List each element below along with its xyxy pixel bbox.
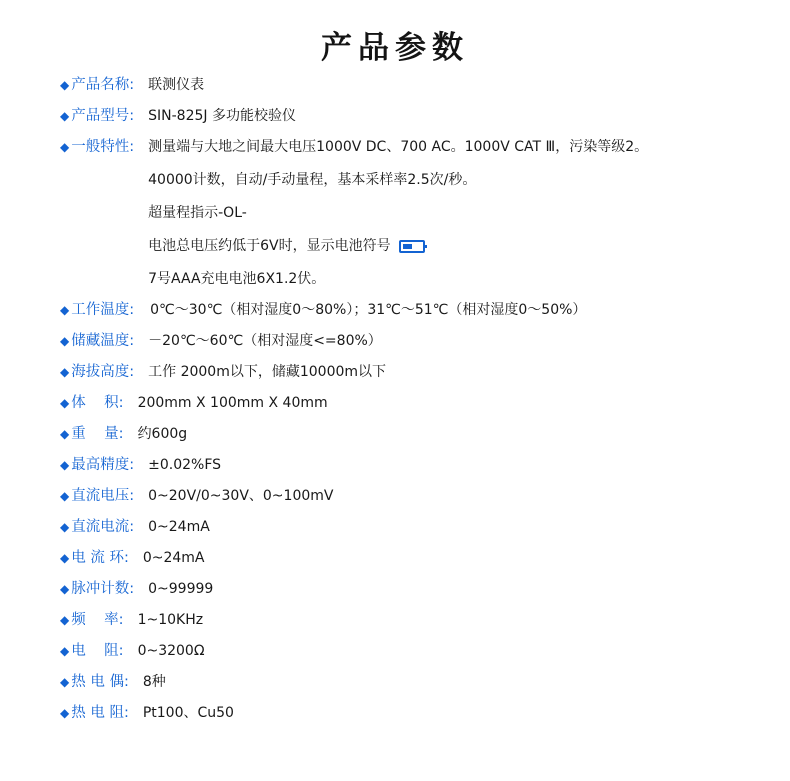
- spec-label: 体 积:: [71, 395, 124, 411]
- spec-label: 储藏温度:: [71, 333, 135, 349]
- spec-label: 直流电压:: [71, 488, 135, 504]
- spec-label: 直流电流:: [71, 519, 135, 535]
- spec-value: 1~10KHz: [137, 612, 204, 628]
- spec-row-pulse-count: [60, 579, 790, 599]
- spec-row-volume: [60, 393, 790, 413]
- spec-value: 电池总电压约低于6V时，显示电池符号: [148, 238, 391, 254]
- spec-label: 电 流 环:: [71, 550, 129, 566]
- page-title: 产品参数: [321, 30, 469, 66]
- spec-value-group: [148, 362, 790, 382]
- spec-value: 7号AAA充电电池6X1.2伏。: [148, 271, 326, 287]
- spec-value-group: [148, 486, 790, 506]
- spec-value: Pt100、Cu50: [142, 705, 234, 721]
- diamond-bullet-icon: ◆: [60, 644, 70, 658]
- diamond-bullet-icon: ◆: [60, 675, 70, 689]
- spec-label: 热 电 阻:: [71, 705, 129, 721]
- spec-value: 0~20V/0~30V、0~100mV: [148, 488, 334, 504]
- spec-value-group: [148, 137, 790, 289]
- spec-value: 约600g: [137, 426, 188, 442]
- spec-label: 海拔高度:: [71, 364, 135, 380]
- spec-label: 脉冲计数:: [71, 581, 135, 597]
- diamond-bullet-icon: ◆: [60, 520, 70, 534]
- spec-value-group: [148, 517, 790, 537]
- spec-value: －20℃～60℃（相对湿度<=80%）: [148, 333, 382, 349]
- spec-label: 工作温度:: [71, 302, 135, 318]
- spec-value-group: [143, 672, 790, 692]
- spec-value-group: [138, 393, 790, 413]
- spec-row-rtd: [60, 703, 790, 723]
- diamond-bullet-icon: ◆: [60, 303, 70, 317]
- spec-value: 40000计数，自动/手动量程，基本采样率2.5次/秒。: [148, 172, 477, 188]
- spec-value: 0~24mA: [148, 519, 210, 535]
- spec-value-group: [143, 703, 790, 723]
- spec-label: 产品名称:: [71, 77, 135, 93]
- spec-value: 超量程指示-OL-: [148, 205, 247, 221]
- spec-label: 产品型号:: [71, 108, 135, 124]
- spec-value-group: [148, 300, 790, 320]
- spec-value-group: [148, 75, 790, 95]
- spec-row-resistance: [60, 641, 790, 661]
- spec-row-general-features: [60, 137, 790, 289]
- spec-value-battery-line: [148, 236, 790, 256]
- diamond-bullet-icon: ◆: [60, 551, 70, 565]
- spec-value-group: [138, 424, 790, 444]
- diamond-bullet-icon: ◆: [60, 458, 70, 472]
- spec-value-group: [148, 106, 790, 126]
- spec-row-altitude: [60, 362, 790, 382]
- spec-value-group: [148, 579, 790, 599]
- spec-value: 工作 2000m以下，储藏10000m以下: [148, 364, 387, 380]
- spec-label: 电 阻:: [71, 643, 124, 659]
- spec-label: 热 电 偶:: [71, 674, 129, 690]
- spec-list: [0, 75, 790, 723]
- spec-value-group: [148, 331, 790, 351]
- diamond-bullet-icon: ◆: [60, 365, 70, 379]
- spec-row-current-loop: [60, 548, 790, 568]
- spec-label: 重 量:: [71, 426, 124, 442]
- spec-value: 0℃～30℃（相对湿度0～80%）；31℃～51℃（相对湿度0～50%）: [150, 302, 587, 318]
- spec-value-group: [148, 455, 790, 475]
- diamond-bullet-icon: ◆: [60, 427, 70, 441]
- diamond-bullet-icon: ◆: [60, 613, 70, 627]
- spec-value-group: [143, 548, 790, 568]
- spec-value: 联测仪表: [148, 77, 205, 93]
- diamond-bullet-icon: ◆: [60, 489, 70, 503]
- diamond-bullet-icon: ◆: [60, 706, 70, 720]
- spec-value-group: [138, 610, 790, 630]
- battery-icon: [399, 240, 425, 253]
- spec-value: SIN-825J 多功能校验仪: [148, 108, 296, 124]
- diamond-bullet-icon: ◆: [60, 582, 70, 596]
- diamond-bullet-icon: ◆: [60, 396, 70, 410]
- spec-value-group: [138, 641, 790, 661]
- spec-label: 一般特性:: [71, 139, 135, 155]
- diamond-bullet-icon: ◆: [60, 140, 70, 154]
- diamond-bullet-icon: ◆: [60, 78, 70, 92]
- spec-row-weight: [60, 424, 790, 444]
- spec-row-dc-current: [60, 517, 790, 537]
- spec-value: 200mm X 100mm X 40mm: [137, 395, 328, 411]
- spec-row-dc-voltage: [60, 486, 790, 506]
- spec-row-product-model: [60, 106, 790, 126]
- spec-value: ±0.02%FS: [148, 457, 222, 473]
- spec-row-max-accuracy: [60, 455, 790, 475]
- spec-value: 0~24mA: [142, 550, 205, 566]
- spec-row-product-name: [60, 75, 790, 95]
- spec-row-storage-temperature: [60, 331, 790, 351]
- spec-value: 0~3200Ω: [137, 643, 205, 659]
- spec-label: 最高精度:: [71, 457, 135, 473]
- spec-row-thermocouple: [60, 672, 790, 692]
- spec-value: 8种: [142, 674, 166, 690]
- diamond-bullet-icon: ◆: [60, 334, 70, 348]
- diamond-bullet-icon: ◆: [60, 109, 70, 123]
- spec-row-operating-temperature: [60, 300, 790, 320]
- spec-label: 频 率:: [71, 612, 124, 628]
- spec-value: 测量端与大地之间最大电压1000V DC、700 AC。1000V CAT Ⅲ，污染等级2。: [148, 139, 649, 155]
- spec-row-frequency: [60, 610, 790, 630]
- spec-value: 0~99999: [148, 581, 214, 597]
